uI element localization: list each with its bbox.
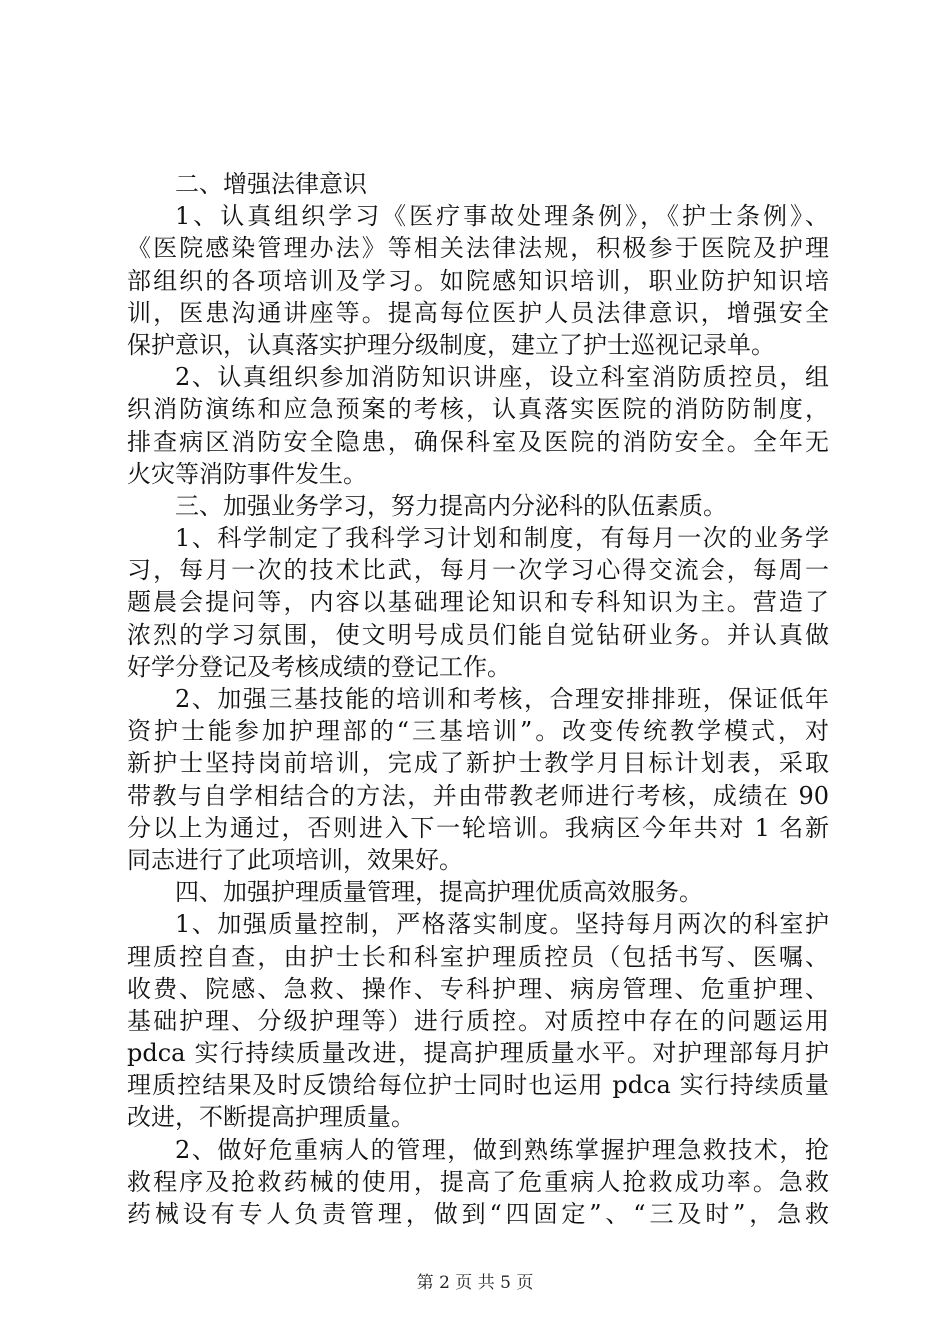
page-number-footer: 第 2 页 共 5 页: [416, 1273, 534, 1293]
paragraph-line: 药械设有专人负责管理，做到“四固定”、“三及时”，急救: [127, 1200, 829, 1228]
paragraph-line: 改进，不断提高护理质量。: [127, 1103, 415, 1132]
paragraph-line: 保护意识，认真落实护理分级制度，建立了护士巡视记录单。: [127, 330, 775, 359]
paragraph-line: 2、认真组织参加消防知识讲座，设立科室消防质控员，组: [175, 363, 829, 392]
paragraph-line: 同志进行了此项培训，效果好。: [127, 845, 463, 874]
paragraph-line: 理质控自查，由护士长和科室护理质控员（包括书写、医嘱、: [127, 942, 829, 971]
paragraph-line: 织消防演练和应急预案的考核，认真落实医院的消防防制度，: [127, 395, 829, 424]
paragraph-line: pdca 实行持续质量改进，提高护理质量水平。对护理部每月护: [127, 1039, 829, 1068]
paragraph-line: 2、做好危重病人的管理，做到熟练掌握护理急救技术，抢: [175, 1135, 829, 1164]
paragraph-line: 收费、院感、急救、操作、专科护理、病房管理、危重护理、: [127, 974, 829, 1003]
paragraph-line: 排查病区消防安全隐患，确保科室及医院的消防安全。全年无: [127, 427, 829, 456]
paragraph-line: 习，每月一次的技术比武，每月一次学习心得交流会，每周一: [127, 556, 829, 585]
paragraph-line: 资护士能参加护理部的“三基培训”。改变传统教学模式，对: [127, 717, 829, 746]
section-heading: 四、加强护理质量管理，提高护理优质高效服务。: [175, 878, 703, 907]
paragraph-line: 救程序及抢救药械的使用，提高了危重病人抢救成功率。急救: [127, 1167, 829, 1196]
paragraph-line: 分以上为通过，否则进入下一轮培训。我病区今年共对 1 名新: [127, 813, 829, 842]
paragraph-line: 1、加强质量控制，严格落实制度。坚持每月两次的科室护: [175, 910, 829, 939]
paragraph-line: 部组织的各项培训及学习。如院感知识培训，职业防护知识培: [127, 266, 829, 295]
paragraph-line: 1、科学制定了我科学习计划和制度，有每月一次的业务学: [175, 524, 829, 553]
section-heading: 三、加强业务学习，努力提高内分泌科的队伍素质。: [175, 491, 727, 520]
paragraph-line: 理质控结果及时反馈给每位护士同时也运用 pdca 实行持续质量: [127, 1071, 829, 1100]
paragraph-line: 1、认真组织学习《医疗事故处理条例》，《护士条例》、: [175, 202, 829, 231]
paragraph-line: 基础护理、分级护理等）进行质控。对质控中存在的问题运用: [127, 1006, 829, 1035]
document-body: [127, 168, 829, 1230]
paragraph-line: 题晨会提问等，内容以基础理论知识和专科知识为主。营造了: [127, 588, 829, 617]
section-heading: 二、增强法律意识: [175, 170, 367, 198]
paragraph-line: 带教与自学相结合的方法，并由带教老师进行考核，成绩在 90: [127, 781, 829, 810]
paragraph-line: 好学分登记及考核成绩的登记工作。: [127, 652, 511, 681]
paragraph-line: 浓烈的学习氛围，使文明号成员们能自觉钻研业务。并认真做: [127, 620, 829, 649]
paragraph-line: 2、加强三基技能的培训和考核，合理安排排班，保证低年: [175, 685, 829, 713]
paragraph-line: 火灾等消防事件发生。: [127, 459, 367, 488]
paragraph-line: 《医院感染管理办法》等相关法律法规，积极参于医院及护理: [127, 234, 829, 263]
paragraph-line: 新护士坚持岗前培训，完成了新护士教学月目标计划表，采取: [127, 749, 829, 778]
paragraph-line: 训，医患沟通讲座等。提高每位医护人员法律意识，增强安全: [127, 298, 829, 327]
